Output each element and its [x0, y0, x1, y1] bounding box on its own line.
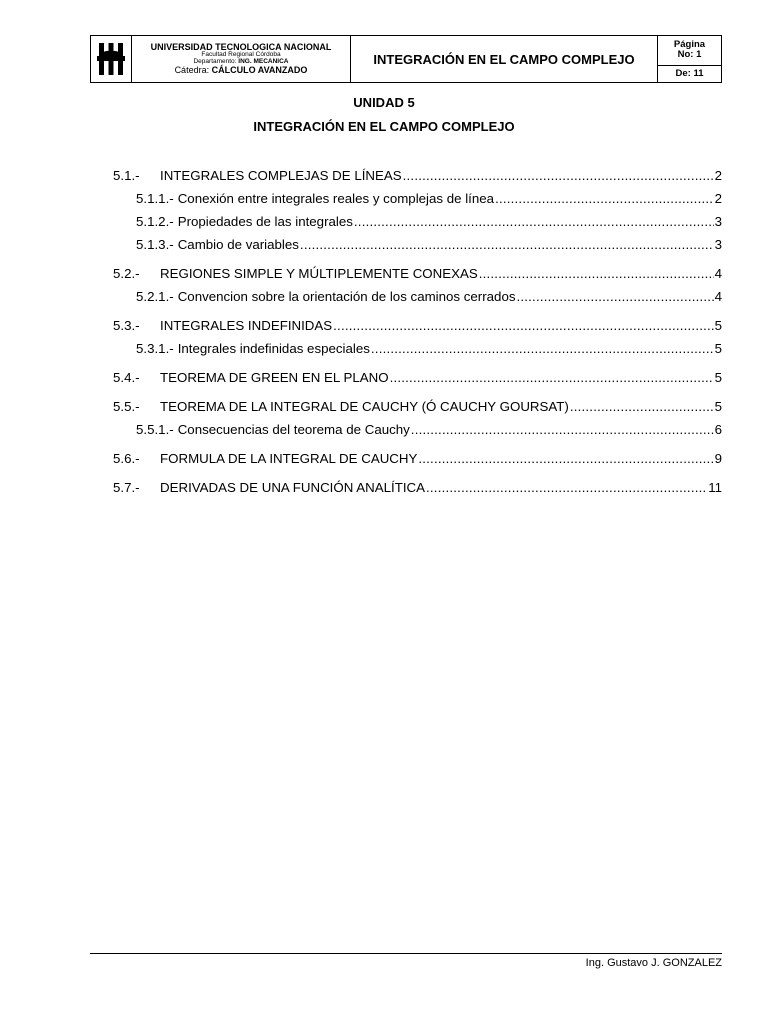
- toc-entry[interactable]: [113, 191, 722, 214]
- toc-entry[interactable]: [113, 370, 722, 393]
- faculty-name: Facultad Regional Córdoba: [201, 51, 281, 59]
- toc-entry[interactable]: [113, 289, 722, 312]
- toc-leader-dots: [418, 451, 713, 466]
- toc-entry-page: 2: [714, 168, 722, 183]
- toc-leader-dots: [333, 318, 713, 333]
- toc-entry[interactable]: [113, 422, 722, 445]
- toc-entry[interactable]: [113, 168, 722, 191]
- table-of-contents: [113, 168, 722, 503]
- toc-entry-page: 4: [714, 266, 722, 281]
- toc-entry-number: 5.1.1.-: [136, 191, 174, 206]
- institution-block: [132, 36, 351, 82]
- toc-entry-page: 4: [714, 289, 722, 304]
- toc-entry-title: Conexión entre integrales reales y complejas de línea: [177, 191, 495, 206]
- toc-entry-page: 9: [714, 451, 722, 466]
- toc-entry-title: Consecuencias del teorema de Cauchy: [177, 422, 410, 437]
- toc-leader-dots: [354, 214, 714, 229]
- toc-entry-number: 5.2.-: [113, 266, 140, 281]
- document-title: INTEGRACIÓN EN EL CAMPO COMPLEJO: [351, 36, 658, 82]
- department-label: Departamento:: [193, 58, 237, 65]
- toc-entry-number: 5.1.2.-: [136, 214, 174, 229]
- toc-entry-number: 5.3.1.-: [136, 341, 174, 356]
- toc-entry-number: 5.3.-: [113, 318, 140, 333]
- toc-entry-title: INTEGRALES INDEFINIDAS: [160, 318, 333, 333]
- page-label: Página: [673, 39, 706, 51]
- toc-entry-number: 5.7.-: [113, 480, 140, 495]
- toc-entry-number: 5.5.-: [113, 399, 140, 414]
- toc-entry-title: FORMULA DE LA INTEGRAL DE CAUCHY: [160, 451, 418, 466]
- chair-line: [175, 66, 308, 75]
- toc-entry[interactable]: [113, 341, 722, 364]
- toc-leader-dots: [403, 168, 714, 183]
- toc-leader-dots: [411, 422, 714, 437]
- page-total: De: 11: [675, 68, 704, 80]
- toc-leader-dots: [495, 191, 714, 206]
- toc-entry-number: 5.6.-: [113, 451, 140, 466]
- toc-entry-page: 3: [714, 214, 722, 229]
- unit-title: UNIDAD 5: [353, 95, 415, 110]
- toc-leader-dots: [479, 266, 714, 281]
- page-number: No: 1: [677, 49, 702, 61]
- toc-entry-number: 5.5.1.-: [136, 422, 174, 437]
- toc-entry-title: DERIVADAS DE UNA FUNCIÓN ANALÍTICA: [160, 480, 426, 495]
- toc-entry[interactable]: [113, 266, 722, 289]
- toc-entry[interactable]: [113, 399, 722, 422]
- toc-entry[interactable]: [113, 237, 722, 260]
- toc-entry-page: 5: [714, 318, 722, 333]
- toc-entry-page: 5: [714, 341, 722, 356]
- toc-entry-title: REGIONES SIMPLE Y MÚLTIPLEMENTE CONEXAS: [160, 266, 478, 281]
- page-number-block: [658, 36, 721, 82]
- toc-leader-dots: [300, 237, 714, 252]
- toc-entry-number: 5.4.-: [113, 370, 140, 385]
- toc-entry-page: 6: [714, 422, 722, 437]
- footer-author: Ing. Gustavo J. GONZALEZ: [585, 957, 722, 969]
- university-name: UNIVERSIDAD TECNOLOGICA NACIONAL: [150, 41, 332, 52]
- toc-entry[interactable]: [113, 451, 722, 474]
- toc-entry-title: Integrales indefinidas especiales: [177, 341, 370, 356]
- toc-entry[interactable]: [113, 318, 722, 341]
- toc-entry-title: INTEGRALES COMPLEJAS DE LÍNEAS: [160, 168, 402, 183]
- toc-entry-title: Propiedades de las integrales: [177, 214, 353, 229]
- utn-logo: [91, 36, 132, 82]
- chair-label: Cátedra:: [174, 64, 210, 75]
- chair-name: CÁLCULO AVANZADO: [211, 64, 308, 75]
- toc-entry-page: 5: [714, 399, 722, 414]
- toc-entry-title: Cambio de variables: [177, 237, 299, 252]
- toc-entry[interactable]: [113, 480, 722, 503]
- toc-entry-page: 5: [714, 370, 722, 385]
- toc-entry-page: 3: [714, 237, 722, 252]
- toc-leader-dots: [516, 289, 713, 304]
- toc-entry-number: 5.1.3.-: [136, 237, 174, 252]
- toc-leader-dots: [390, 370, 714, 385]
- department-name: ING. MECANICA: [238, 58, 289, 65]
- toc-entry-title: TEOREMA DE LA INTEGRAL DE CAUCHY (Ó CAUCHY GOURSAT): [160, 399, 569, 414]
- unit-subtitle: INTEGRACIÓN EN EL CAMPO COMPLEJO: [253, 119, 515, 134]
- utn-logo-icon: [96, 42, 126, 76]
- page-header: [90, 35, 722, 83]
- toc-entry-number: 5.2.1.-: [136, 289, 174, 304]
- toc-leader-dots: [426, 480, 707, 495]
- toc-entry-title: TEOREMA DE GREEN EN EL PLANO: [160, 370, 389, 385]
- toc-entry-page: 2: [714, 191, 722, 206]
- toc-leader-dots: [570, 399, 714, 414]
- toc-entry-number: 5.1.-: [113, 168, 140, 183]
- toc-leader-dots: [371, 341, 714, 356]
- toc-entry-title: Convencion sobre la orientación de los caminos cerrados: [177, 289, 516, 304]
- toc-entry-page: 11: [708, 480, 722, 495]
- toc-entry[interactable]: [113, 214, 722, 237]
- footer-divider: [90, 953, 722, 954]
